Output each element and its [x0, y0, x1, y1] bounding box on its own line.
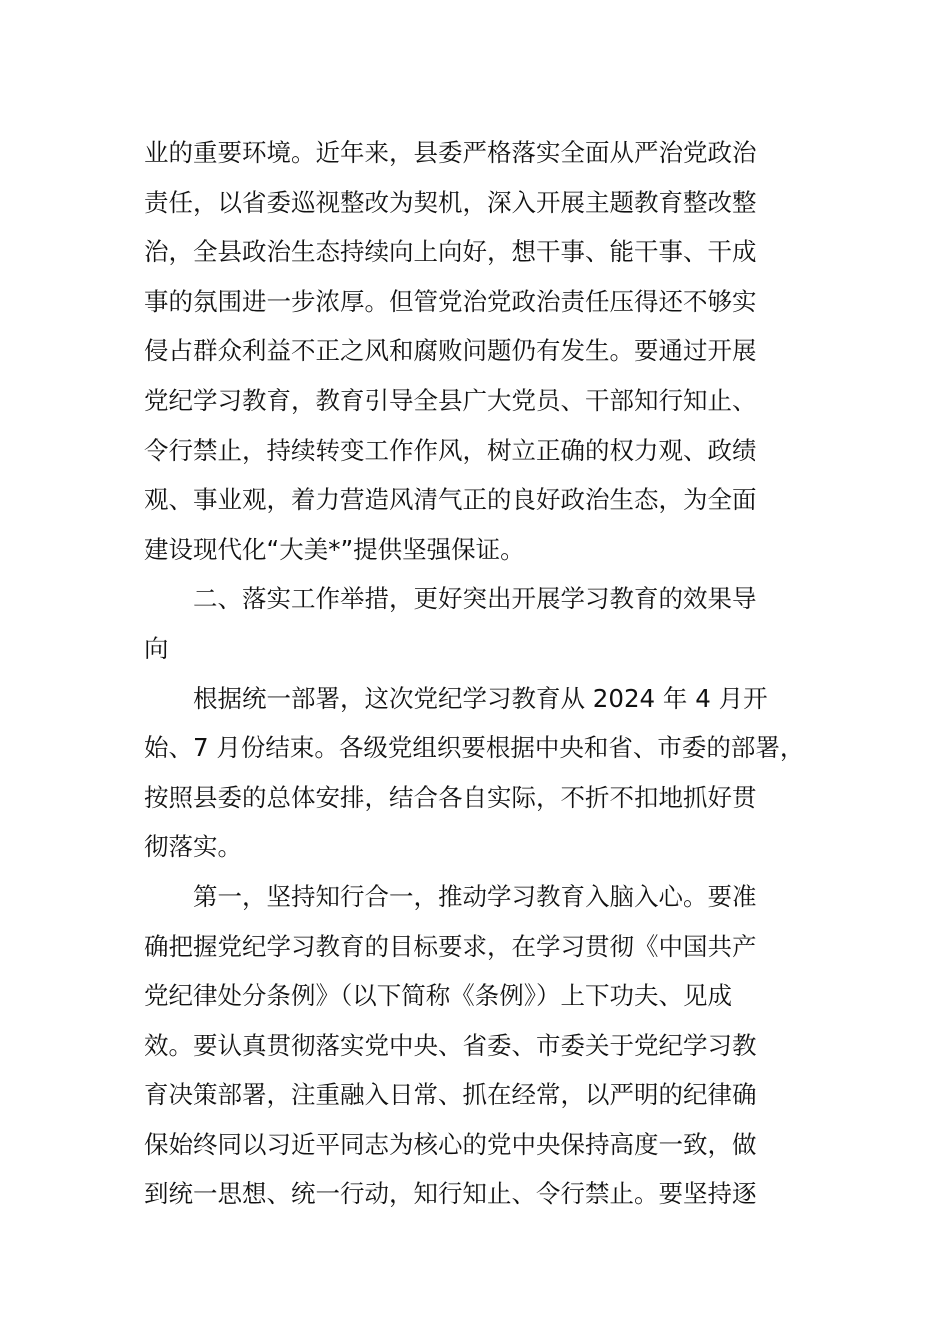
section-heading-line: 向: [144, 633, 169, 663]
paragraph-line: 党纪学习教育，教育引导全县广大党员、干部知行知止、: [144, 385, 757, 415]
paragraph-line: 事的氛围进一步浓厚。但管党治党政治责任压得还不够实: [144, 286, 757, 316]
paragraph-line: 责任，以省委巡视整改为契机，深入开展主题教育整改整: [144, 187, 757, 217]
paragraph-line: 侵占群众利益不正之风和腐败问题仍有发生。要通过开展: [144, 336, 757, 366]
paragraph-line: 第一，坚持知行合一，推动学习教育入脑入心。要准: [193, 881, 757, 911]
paragraph-line: 效。要认真贯彻落实党中央、省委、市委关于党纪学习教: [144, 1030, 757, 1060]
paragraph-line: 始、7 月份结束。各级党组织要根据中央和省、市委的部署，: [144, 733, 805, 763]
paragraph-line: 令行禁止，持续转变工作作风，树立正确的权力观、政绩: [144, 435, 757, 465]
paragraph-line: 建设现代化“大美*”提供坚强保证。: [144, 534, 525, 564]
paragraph-line: 按照县委的总体安排，结合各自实际，不折不扣地抓好贯: [144, 782, 757, 812]
paragraph-line: 党纪律处分条例》（以下简称《条例》）上下功夫、见成: [144, 981, 732, 1011]
paragraph-line: 到统一思想、统一行动，知行知止、令行禁止。要坚持逐: [144, 1179, 757, 1209]
paragraph-line: 根据统一部署，这次党纪学习教育从 2024 年 4 月开: [193, 683, 768, 713]
paragraph-line: 观、事业观，着力营造风清气正的良好政治生态，为全面: [144, 485, 757, 515]
paragraph-line: 保始终同以习近平同志为核心的党中央保持高度一致，做: [144, 1129, 757, 1159]
paragraph-line: 育决策部署，注重融入日常、抓在经常，以严明的纪律确: [144, 1080, 757, 1110]
section-heading-line: 二、落实工作举措，更好突出开展学习教育的效果导: [193, 584, 757, 614]
paragraph-line: 治，全县政治生态持续向上向好，想干事、能干事、干成: [144, 237, 757, 267]
paragraph-line: 彻落实。: [144, 832, 242, 862]
paragraph-line: 确把握党纪学习教育的目标要求，在学习贯彻《中国共产: [144, 931, 757, 961]
document-body: [144, 128, 834, 1219]
paragraph-line: 业的重要环境。近年来，县委严格落实全面从严治党政治: [144, 138, 757, 167]
